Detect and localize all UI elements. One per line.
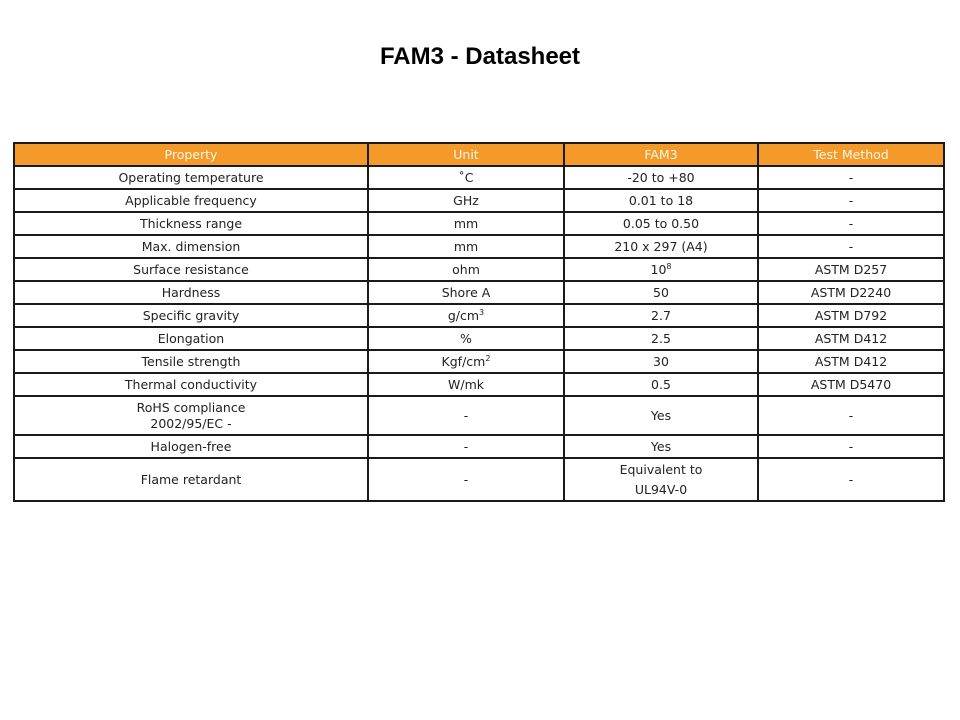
table-row: [14, 235, 944, 258]
table-header-row: [14, 143, 944, 166]
unit-cell: -: [368, 396, 564, 435]
property-cell: [14, 396, 368, 435]
unit-cell: Shore A: [368, 281, 564, 304]
unit-cell: %: [368, 327, 564, 350]
method-cell: ASTM D257: [758, 258, 944, 281]
method-cell: ASTM D2240: [758, 281, 944, 304]
method-cell: -: [758, 212, 944, 235]
table-row: [14, 396, 944, 435]
value-cell: Yes: [564, 396, 758, 435]
datasheet-table: [13, 142, 945, 502]
value-cell: -20 to +80: [564, 166, 758, 189]
property-cell: Max. dimension: [14, 235, 368, 258]
method-cell: -: [758, 458, 944, 501]
table-row: [14, 281, 944, 304]
unit-cell: GHz: [368, 189, 564, 212]
property-line-2: 2002/95/EC -: [150, 415, 232, 431]
table-row: [14, 258, 944, 281]
value-cell: 30: [564, 350, 758, 373]
method-cell: ASTM D792: [758, 304, 944, 327]
value-cell: 2.7: [564, 304, 758, 327]
table-row: [14, 435, 944, 458]
unit-exponent: 2: [485, 353, 491, 363]
value-line-1: Equivalent to: [619, 461, 703, 477]
table-row: [14, 327, 944, 350]
property-cell: Tensile strength: [14, 350, 368, 373]
method-cell: -: [758, 396, 944, 435]
table-row: [14, 304, 944, 327]
value-cell: 0.01 to 18: [564, 189, 758, 212]
property-cell: Specific gravity: [14, 304, 368, 327]
value-cell: 210 x 297 (A4): [564, 235, 758, 258]
unit-cell: ohm: [368, 258, 564, 281]
table-row: [14, 166, 944, 189]
method-cell: -: [758, 235, 944, 258]
value-exponent: 8: [666, 261, 672, 271]
table-row: [14, 189, 944, 212]
unit-cell: ˚C: [368, 166, 564, 189]
column-header-fam3: FAM3: [564, 143, 758, 166]
value-line-2: UL94V-0: [634, 481, 688, 497]
method-cell: -: [758, 166, 944, 189]
value-base: 10: [650, 262, 667, 277]
unit-base: Kgf/cm: [441, 354, 486, 369]
unit-base: g/cm: [447, 308, 480, 323]
column-header-property: Property: [14, 143, 368, 166]
value-cell: 0.05 to 0.50: [564, 212, 758, 235]
value-cell: [564, 258, 758, 281]
unit-cell: mm: [368, 235, 564, 258]
table-row: [14, 458, 944, 501]
property-cell: Surface resistance: [14, 258, 368, 281]
table-row: [14, 212, 944, 235]
property-cell: Elongation: [14, 327, 368, 350]
property-cell: Hardness: [14, 281, 368, 304]
page-title: FAM3 - Datasheet: [379, 43, 581, 70]
column-header-unit: Unit: [368, 143, 564, 166]
unit-cell: W/mk: [368, 373, 564, 396]
unit-cell: [368, 350, 564, 373]
property-cell: Flame retardant: [14, 458, 368, 501]
property-cell: Operating temperature: [14, 166, 368, 189]
table-row: [14, 350, 944, 373]
unit-exponent: 3: [479, 307, 485, 317]
table-row: [14, 373, 944, 396]
unit-cell: -: [368, 458, 564, 501]
property-cell: Thermal conductivity: [14, 373, 368, 396]
method-cell: ASTM D412: [758, 350, 944, 373]
value-cell: Yes: [564, 435, 758, 458]
method-cell: -: [758, 189, 944, 212]
property-line-1: RoHS compliance: [136, 399, 246, 415]
method-cell: ASTM D5470: [758, 373, 944, 396]
property-cell: Halogen-free: [14, 435, 368, 458]
column-header-test-method: Test Method: [758, 143, 944, 166]
value-cell: 0.5: [564, 373, 758, 396]
value-cell: 2.5: [564, 327, 758, 350]
property-cell: Applicable frequency: [14, 189, 368, 212]
value-cell: 50: [564, 281, 758, 304]
unit-cell: mm: [368, 212, 564, 235]
property-cell: Thickness range: [14, 212, 368, 235]
unit-cell: -: [368, 435, 564, 458]
unit-cell: [368, 304, 564, 327]
method-cell: -: [758, 435, 944, 458]
method-cell: ASTM D412: [758, 327, 944, 350]
value-cell: [564, 458, 758, 501]
